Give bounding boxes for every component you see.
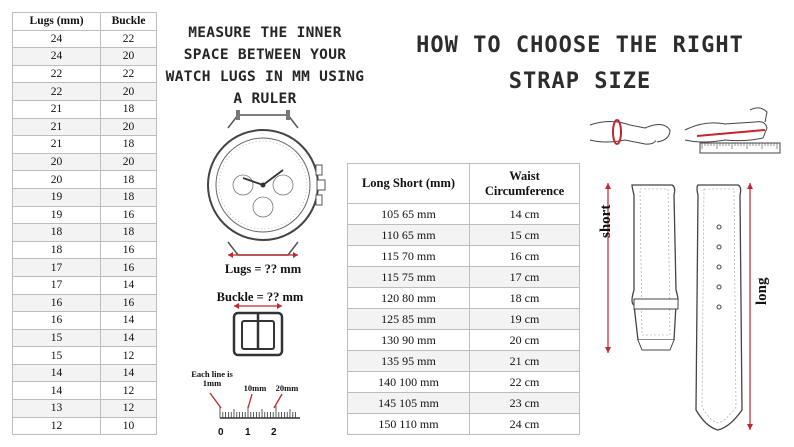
table-row <box>348 225 580 246</box>
lugs-cell: 18 <box>13 224 101 242</box>
buckle-cell: 20 <box>101 153 157 171</box>
table-row <box>13 312 157 330</box>
column-header-lugs: Lugs (mm) <box>13 13 101 31</box>
long-short-cell: 115 75 mm <box>348 267 470 288</box>
lugs-cell: 24 <box>13 48 101 66</box>
waist-cell: 23 cm <box>470 393 580 414</box>
lugs-cell: 19 <box>13 188 101 206</box>
buckle-cell: 18 <box>101 136 157 154</box>
table-row <box>348 330 580 351</box>
table-row <box>13 241 157 259</box>
ruler-20mm-note: 20mm <box>275 383 299 393</box>
wrist-measure-illustration <box>585 100 785 160</box>
buckle-cell: 16 <box>101 259 157 277</box>
lugs-cell: 16 <box>13 294 101 312</box>
buckle-measure-label: Buckle = ?? mm <box>216 290 304 304</box>
long-short-cell: 105 65 mm <box>348 204 470 225</box>
buckle-cell: 18 <box>101 224 157 242</box>
column-header-waist: Waist Circumference <box>470 164 580 204</box>
long-short-cell: 115 70 mm <box>348 246 470 267</box>
table-header-row <box>348 164 580 204</box>
ruler-each-line-note: Each line is 1mm <box>191 369 233 388</box>
table-row <box>13 83 157 101</box>
lugs-cell: 22 <box>13 83 101 101</box>
table-row <box>13 400 157 418</box>
lugs-buckle-table <box>12 12 157 435</box>
table-row <box>13 329 157 347</box>
buckle-cell: 16 <box>101 206 157 224</box>
table-row <box>13 382 157 400</box>
waist-cell: 15 cm <box>470 225 580 246</box>
buckle-cell: 20 <box>101 48 157 66</box>
waist-cell: 19 cm <box>470 309 580 330</box>
lugs-cell: 20 <box>13 171 101 189</box>
buckle-illustration <box>228 303 288 358</box>
table-row <box>13 48 157 66</box>
long-short-cell: 125 85 mm <box>348 309 470 330</box>
table-row <box>13 118 157 136</box>
lugs-cell: 21 <box>13 136 101 154</box>
waist-size-table <box>347 163 580 435</box>
waist-cell: 17 cm <box>470 267 580 288</box>
buckle-cell: 18 <box>101 100 157 118</box>
buckle-cell: 12 <box>101 347 157 365</box>
table-row <box>13 276 157 294</box>
table-row <box>13 100 157 118</box>
table-row <box>13 259 157 277</box>
buckle-cell: 12 <box>101 400 157 418</box>
page-title: HOW TO CHOOSE THE RIGHT STRAP SIZE <box>416 33 744 94</box>
waist-cell: 21 cm <box>470 351 580 372</box>
buckle-cell: 14 <box>101 312 157 330</box>
buckle-cell: 20 <box>101 83 157 101</box>
lugs-cell: 20 <box>13 153 101 171</box>
waist-cell: 14 cm <box>470 204 580 225</box>
watch-illustration <box>198 110 328 260</box>
lugs-cell: 16 <box>13 312 101 330</box>
table-header-row <box>13 13 157 31</box>
lugs-cell: 13 <box>13 400 101 418</box>
lugs-cell: 15 <box>13 329 101 347</box>
buckle-cell: 14 <box>101 329 157 347</box>
long-short-cell: 110 65 mm <box>348 225 470 246</box>
lugs-table-body <box>13 30 157 435</box>
waist-cell: 20 cm <box>470 330 580 351</box>
lugs-cell: 17 <box>13 276 101 294</box>
waist-cell: 24 cm <box>470 414 580 435</box>
table-row <box>13 30 157 48</box>
buckle-cell: 16 <box>101 294 157 312</box>
lugs-cell: 14 <box>13 382 101 400</box>
buckle-cell: 14 <box>101 276 157 294</box>
short-strap-label: short <box>598 204 614 238</box>
table-row <box>348 246 580 267</box>
buckle-cell: 16 <box>101 241 157 259</box>
table-row <box>13 417 157 435</box>
column-header-long-short: Long Short (mm) <box>348 164 470 204</box>
lugs-cell: 14 <box>13 364 101 382</box>
table-row <box>13 171 157 189</box>
lugs-cell: 17 <box>13 259 101 277</box>
table-row <box>13 224 157 242</box>
lugs-cell: 24 <box>13 30 101 48</box>
ruler-number-1: 1 <box>245 427 251 438</box>
ruler-number-0: 0 <box>218 427 224 438</box>
long-short-cell: 130 90 mm <box>348 330 470 351</box>
buckle-cell: 12 <box>101 382 157 400</box>
ruler-illustration <box>190 368 310 426</box>
table-row <box>13 65 157 83</box>
table-row <box>13 347 157 365</box>
table-row <box>348 372 580 393</box>
buckle-cell: 18 <box>101 188 157 206</box>
lugs-cell: 12 <box>13 417 101 435</box>
lugs-measure-label: Lugs = ?? mm <box>224 262 302 276</box>
buckle-cell: 14 <box>101 364 157 382</box>
lugs-cell: 21 <box>13 100 101 118</box>
lugs-cell: 21 <box>13 118 101 136</box>
table-row <box>13 294 157 312</box>
lugs-cell: 15 <box>13 347 101 365</box>
table-row <box>348 351 580 372</box>
table-row <box>348 204 580 225</box>
buckle-cell: 22 <box>101 65 157 83</box>
measure-instructions-heading: MEASURE THE INNER SPACE BETWEEN YOUR WATCH LUGS IN MM USING A RULER <box>165 25 365 107</box>
lugs-cell: 22 <box>13 65 101 83</box>
waist-table-body <box>348 204 580 435</box>
table-row <box>348 309 580 330</box>
table-row <box>348 414 580 435</box>
table-row <box>348 393 580 414</box>
long-short-cell: 145 105 mm <box>348 393 470 414</box>
long-short-cell: 120 80 mm <box>348 288 470 309</box>
table-row <box>348 288 580 309</box>
buckle-cell: 20 <box>101 118 157 136</box>
long-strap-label: long <box>754 277 770 305</box>
ruler-number-2: 2 <box>271 427 277 438</box>
table-row <box>348 267 580 288</box>
strap-illustration <box>600 175 775 440</box>
lugs-cell: 18 <box>13 241 101 259</box>
table-row <box>13 136 157 154</box>
buckle-cell: 18 <box>101 171 157 189</box>
lugs-cell: 19 <box>13 206 101 224</box>
column-header-buckle: Buckle <box>101 13 157 31</box>
table-row <box>13 188 157 206</box>
waist-cell: 22 cm <box>470 372 580 393</box>
long-short-cell: 150 110 mm <box>348 414 470 435</box>
waist-cell: 16 cm <box>470 246 580 267</box>
table-row <box>13 206 157 224</box>
buckle-cell: 10 <box>101 417 157 435</box>
buckle-cell: 22 <box>101 30 157 48</box>
waist-cell: 18 cm <box>470 288 580 309</box>
ruler-10mm-note: 10mm <box>243 383 267 393</box>
table-row <box>13 153 157 171</box>
long-short-cell: 135 95 mm <box>348 351 470 372</box>
table-row <box>13 364 157 382</box>
long-short-cell: 140 100 mm <box>348 372 470 393</box>
